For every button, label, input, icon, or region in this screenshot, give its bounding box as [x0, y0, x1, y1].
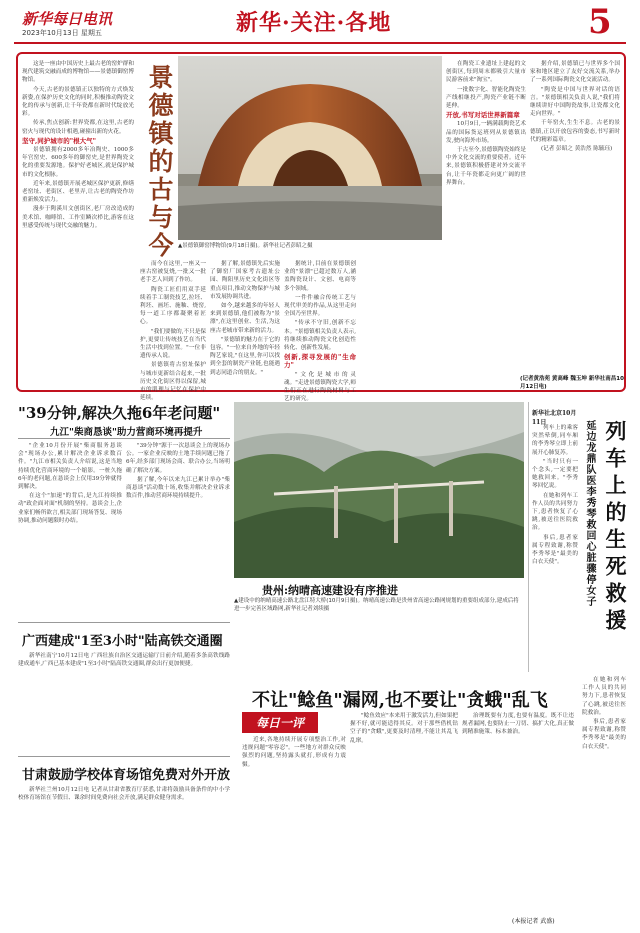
article-e-col-3 — [462, 712, 574, 912]
paragraph: "景德镇的魅力在于它的包容。"一位来自外地的年轻陶艺家说,"在这里,你可以找到全套的制瓷产业链,也能遇到志同道合的朋友。" — [210, 336, 280, 376]
page-section-title: 新华·关注·各地 — [236, 10, 392, 36]
article-a-headline: "39分钟,解决久拖6年老问题" — [18, 404, 221, 422]
article-e-col-2 — [350, 712, 458, 926]
feature-col-4 — [284, 260, 356, 403]
paragraph: "39分钟"源于一次恳谈会上的现场办公。一家企业反映的土地手续问题已拖了6年,经多部门现场会商、联合办公,当场明确了解决方案。 — [126, 443, 230, 474]
article-e-byline: (本报记者 武盛) — [512, 918, 555, 925]
paragraph: 一批数字化、智能化陶瓷生产线相继投产,陶瓷产业链不断延伸。 — [446, 86, 526, 110]
paragraph: 新华社兰州10月12日电 记者从甘肃省教育厅获悉,甘肃将鼓励具备条件的中小学校体育场馆在节假日、课余时间免费向社会开放,满足群众健身需求。 — [18, 787, 230, 802]
bridge-photo-illustration — [234, 402, 524, 578]
divider — [18, 438, 230, 439]
feature-byline: (记者黄浩苑 黄高峰 魏玉坤 新华社南昌10月12日电) — [520, 376, 624, 390]
masthead-rule — [14, 42, 626, 44]
paragraph: "鲶鱼效应"本来用于激发活力,但如果把握不好,就可能适得其反。对于那些借机钻空子的"贪蛾",更要及时清理,不能让其乱飞乱窜。 — [350, 713, 458, 744]
feature-col-5 — [446, 60, 526, 386]
paragraph: "陶瓷是中国与世界对话的语言。"景德镇相关负责人说,"我们将继续讲好中国陶瓷故事,让瓷都文化走向世界。" — [530, 86, 620, 118]
paragraph: 据介绍,景德镇已与世界多个国家和地区建立了友好交流关系,举办了一系列国际陶瓷文化交流活动。 — [530, 61, 620, 84]
article-e-headline: 不让"鲶鱼"漏网,也不要让"贪蛾"乱飞 — [252, 690, 548, 711]
paragraph: 新华社南宁10月12日电 广西壮族自治区交通运输厅日前介绍,随着多条高铁线路建成通车,广西已基本建成"1至3小时"陆高铁交通圈,群众出行更加便捷。 — [18, 653, 230, 668]
masthead — [0, 0, 640, 44]
article-d-text — [18, 786, 230, 926]
column-tag-daily-review: 每日一评 — [242, 712, 318, 733]
photo-expressway-bridge — [234, 402, 524, 578]
page-number: 5 — [588, 2, 612, 42]
feature-col-1 — [22, 60, 134, 386]
paragraph: 于古至今,景德镇陶瓷始终是中外文化交流的重要使者。近年来,景德镇积极搭建对外交流平台,让千年瓷都走向更广阔的世界舞台。 — [446, 147, 526, 186]
side-dateline: 新华社北京10月11日 — [532, 410, 577, 426]
section-subhead: 坚守,同护城市的"根大气" — [22, 136, 97, 145]
paragraph: 据了解,景德镇先后实施了御窑厂国家考古遗址公园、陶阳里历史文化街区等重点项目,推动文物保护与城市发展协调共进。 — [210, 261, 280, 300]
divider — [18, 622, 230, 623]
paragraph: 据统计,目前在景德镇创业的"景漂"已超过数万人,涵盖陶瓷设计、文创、电商等多个领域。 — [284, 261, 356, 292]
paragraph: 近年来,景德镇开展老城区保护更新,修缮老窑址、老街区、老里弄,让古老的陶瓷作坊重新焕发活力。 — [22, 180, 134, 204]
paragraph: 今天,古老的景德镇正以独特的方式焕发新姿,在保护历史文化的同时,积极推动陶瓷文化的传承与创新,让千年瓷都在新时代绽放光彩。 — [22, 86, 134, 118]
paragraph: 如今,越来越多的年轻人来到景德镇,他们被称为"景漂",在这里创业、生活,为这座古老城市带来新的活力。 — [210, 303, 280, 334]
paragraph: 在这个"加速"的背后,是九江持续推动"政企面对面"机制的坚持。恳谈会上,企业家们畅所欲言,相关部门现场答复、现场协调,推动问题限时办结。 — [18, 493, 122, 524]
feature-col-2 — [140, 260, 206, 402]
paragraph: 在她和列车工作人员的共同努力下,患者恢复了心跳,被送往医院救治。 — [532, 492, 578, 532]
paragraph: 景德镇拥有2000多年冶陶史、1000多年官窑史、600多年的御窑史,是世界陶瓷文化的重要发源地。保护好老城区,就是保护城市的文化根脉。 — [22, 147, 134, 178]
side-article-subtitle: 延边龙鼎队医李秀琴救回心脏骤停女子 — [584, 420, 595, 607]
photo-b-caption: ▲建设中的纳晴高速公路北盘江特大桥(10月9日摄)。纳晴高速公路是贵州省高速公路网规划的重要组成部分,建成后将进一步完善区域路网,新华社记者刘续摄 — [234, 598, 519, 612]
paragraph: 一件件融合传统工艺与现代审美的作品,从这里走向全国乃至世界。 — [284, 294, 356, 318]
divider — [528, 402, 529, 672]
paragraph: "传承不守旧,创新不忘本。"景德镇相关负责人表示,将继续推动陶瓷文化创造性转化、创新性发展。 — [284, 320, 356, 352]
section-subhead: 开放,书写对话世界新篇章 — [446, 111, 520, 120]
issue-date: 2023年10月13日 星期五 — [22, 29, 102, 37]
paragraph: 漫步于陶溪川文创街区,老厂房改造成的美术馆、咖啡馆、工作室鳞次栉比,游客在这里感受传统与现代交融的魅力。 — [22, 206, 134, 229]
paragraph: "文化是城市的灵魂。"走进景德镇陶瓷大学,师生们正在进行陶瓷材料与工艺的研究。 — [284, 371, 356, 403]
paragraph: 据了解,今年以来九江已累计举办"柴商恳谈"活动数十场,收集并解决企业诉求数百件,推动营商环境持续提升。 — [126, 476, 230, 500]
paragraph: 事后,患者家属专程致谢,称赞李秀琴是"最美的白衣天使"。 — [582, 719, 626, 750]
paragraph: 10月9日,一辆满载陶瓷艺术品的国际货运班列从景德镇出发,驶向海外市场。 — [446, 121, 526, 144]
article-e-col-1 — [242, 736, 346, 926]
paragraph: 在陶瓷工业遗址上建起的文创街区,每到周末都吸引大量市民游客前来"淘宝"。 — [446, 61, 526, 84]
side-article-text — [532, 424, 578, 684]
newspaper-brand: 新华每日电讯 — [22, 10, 113, 28]
photo-b-title: 贵州:纳晴高速建设有序推进 — [262, 584, 399, 597]
section-subhead: 创新,探寻发展的"生命力" — [284, 353, 356, 370]
paragraph: 事后,患者家属专程致谢,称赞李秀琴是"最美的白衣天使"。 — [532, 534, 578, 566]
paragraph: 这是一座由中国历史上最古老的窑炉群和现代建筑交融而成的博物馆——景德镇御窑博物馆。 — [22, 61, 134, 84]
paragraph: 陶瓷工匠们用双手延续着手工制瓷技艺,拉坯、利坯、画坯、施釉、烧窑,每一道工序都凝聚着匠心。 — [140, 286, 206, 326]
article-d-headline: 甘肃鼓励学校体育场馆免费对外开放 — [22, 768, 231, 783]
feature-photo-museum — [178, 56, 442, 240]
side-article-title: 列车上的生死救援 — [603, 420, 628, 636]
paragraph: 千年窑火,生生不息。古老的景德镇,正以开放包容的姿态,书写新时代的精彩篇章。 — [530, 120, 620, 143]
paragraph: 景德镇将古窑址保护与城市更新结合起来,一批历史文化街区得以保留,城市的肌理与记忆在保护中延续。 — [140, 362, 206, 402]
feature-title: 景德镇的古与今 — [145, 64, 174, 260]
article-a-col-2 — [126, 442, 230, 614]
feature-col-6 — [530, 60, 620, 370]
side-article-continued — [582, 676, 626, 926]
paragraph: "当时只有一个念头,一定要把她救回来。"李秀琴回忆说。 — [532, 458, 578, 490]
article-c-headline: 广西建成"1至3小时"陆高铁交通圈 — [22, 634, 223, 649]
feature-photo-caption: ▲景德镇御窑博物馆(9月18日摄)。新华社记者彭昭之摄 — [178, 243, 313, 249]
paragraph: 在她和列车工作人员的共同努力下,患者恢复了心跳,被送往医院救治。 — [582, 677, 626, 716]
paragraph: 而今在这里,一座又一座古窑被复烧,一批又一批老手艺人回到了作坊。 — [140, 261, 206, 284]
paragraph: 近来,各地持续开展专项整治工作,对违规问题"零容忍"。一些地方对群众反映强烈的问题,坚持露头就打,形成有力震慑。 — [242, 737, 346, 768]
article-c-text — [18, 652, 230, 752]
paragraph: 治理既要有力度,也要有温度。既不让违规者漏网,也要防止一刀切、搞扩大化,真正做到精准施策、标本兼治。 — [462, 713, 574, 736]
museum-photo-illustration — [178, 56, 442, 240]
article-a-subhead: 九江"柴商恳谈"助力营商环境再提升 — [50, 427, 203, 438]
feature-col-3 — [210, 260, 280, 386]
article-a-col-1 — [18, 442, 122, 614]
paragraph: (记者 彭昭之 黄浩然 陈毓珏) — [541, 146, 613, 153]
divider — [18, 756, 230, 757]
paragraph: 列车上的乘客突然晕倒,同车厢的李秀琴立即上前展开心肺复苏。 — [532, 425, 578, 456]
paragraph: "企业10月份开展"柴商服务恳谈会"现场办公,累计解决企业诉求数百件。"九江市相关负责人介绍说,这是当地持续优化营商环境的一个缩影。一桩久拖6年的老问题,在恳谈会上仅用39分钟就得到解决。 — [18, 443, 122, 491]
paragraph: "我们要做的,不只是保护,更要让传统技艺在当代生活中找到位置。"一位非遗传承人说。 — [140, 328, 206, 360]
paragraph: 传承,焦点创新:世界瓷都,在这里,古老的窑火与现代的设计相遇,碰撞出新的火花。 — [22, 120, 134, 135]
